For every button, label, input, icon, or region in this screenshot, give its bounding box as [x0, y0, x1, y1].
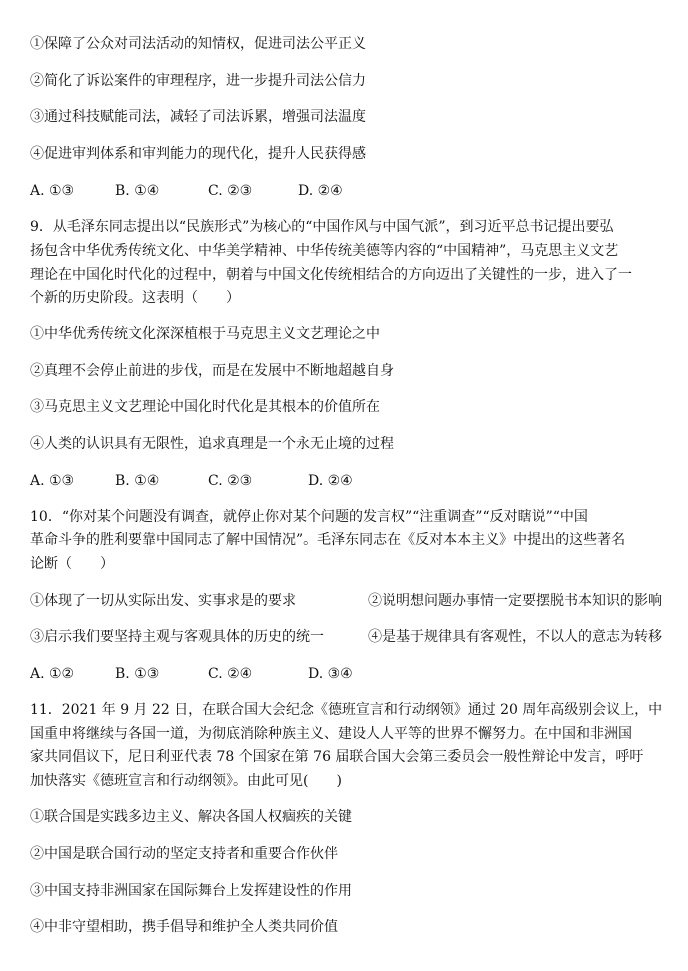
- q8-option-b: B. ①④: [115, 183, 160, 199]
- q10-option-c: C. ②④: [208, 666, 253, 682]
- q11-stem-line-2: 国重申将继续与各国一道，为彻底消除种族主义、建设人人平等的世界不懈努力。在中国和非洲国: [30, 726, 632, 742]
- q11-stem-line-1: 11．2021 年 9 月 22 日，在联合国大会纪念《德班宣言和行动纲领》通过 20 周年高级别会议上，中: [30, 702, 663, 718]
- q10-items-row-1: [30, 591, 662, 611]
- q9-option-a: A. ①③: [30, 473, 75, 489]
- q9-item-2: ②真理不会停止前进的步伐，而是在发展中不断地超越自身: [30, 363, 394, 379]
- q10-item-2: ②说明想问题办事情一定要摆脱书本知识的影响: [368, 593, 662, 609]
- q10-stem-line-3: 论断（ ）: [30, 556, 114, 572]
- q9-item-4: ④人类的认识具有无限性，追求真理是一个永无止境的过程: [30, 436, 394, 452]
- q10-item-1: ①体现了一切从实际出发、实事求是的要求: [30, 593, 296, 609]
- q8-item-3: ③通过科技赋能司法，减轻了司法诉累，增强司法温度: [30, 109, 366, 125]
- q9-option-d: D. ②④: [308, 473, 353, 489]
- q9-item-1: ①中华优秀传统文化深深植根于马克思主义文艺理论之中: [30, 326, 380, 342]
- q10-option-d: D. ③④: [308, 666, 353, 682]
- q8-option-a: A. ①③: [30, 183, 75, 199]
- q9-stem-line-4: 个新的历史阶段。这表明（ ）: [30, 290, 240, 306]
- q10-stem-line-2: 革命斗争的胜利要靠中国同志了解中国情况”。毛泽东同志在《反对本本主义》中提出的这些著名: [30, 532, 626, 548]
- q9-stem-line-1: 9．从毛泽东同志提出以“民族形式”为核心的“中国作风与中国气派”，到习近平总书记提出要弘: [30, 219, 614, 235]
- q9-option-c: C. ②③: [208, 473, 253, 489]
- q11-item-3: ③中国支持非洲国家在国际舞台上发挥建设性的作用: [30, 883, 352, 899]
- q10-stem-line-1: 10．“你对某个问题没有调查，就停止你对某个问题的发言权”“注重调查”“反对瞎说”“中国: [30, 509, 588, 525]
- q8-option-d: D. ②④: [298, 183, 343, 199]
- q8-option-c: C. ②③: [208, 183, 253, 199]
- q8-item-1: ①保障了公众对司法活动的知情权，促进司法公平正义: [30, 36, 366, 52]
- q11-stem-line-4: 加快落实《德班宣言和行动纲领》。由此可见( ): [30, 773, 342, 789]
- q9-options: [30, 471, 353, 491]
- q11-item-4: ④中非守望相助，携手倡导和维护全人类共同价值: [30, 919, 338, 935]
- q11-item-2: ②中国是联合国行动的坚定支持者和重要合作伙伴: [30, 846, 338, 862]
- q9-item-3: ③马克思主义文艺理论中国化时代化是其根本的价值所在: [30, 399, 380, 415]
- q8-item-2: ②简化了诉讼案件的审理程序，进一步提升司法公信力: [30, 73, 366, 89]
- q10-options: [30, 664, 353, 684]
- q11-stem-line-3: 家共同倡议下，尼日利亚代表 78 个国家在第 76 届联合国大会第三委员会一般性辩论中发言，呼吁: [30, 749, 644, 765]
- q10-option-a: A. ①②: [30, 666, 75, 682]
- q9-option-b: B. ①④: [115, 473, 160, 489]
- q10-item-4: ④是基于规律具有客观性，不以人的意志为转移: [368, 629, 662, 645]
- q9-stem-line-3: 理论在中国化时代化的过程中，朝着与中国文化传统相结合的方向迈出了关键性的一步，进入了一: [30, 267, 632, 283]
- q10-items-row-2: [30, 627, 662, 647]
- q10-item-3: ③启示我们要坚持主观与客观具体的历史的统一: [30, 629, 324, 645]
- q8-item-4: ④促进审判体系和审判能力的现代化，提升人民获得感: [30, 146, 366, 162]
- q8-options: [30, 181, 343, 201]
- q10-option-b: B. ①③: [115, 666, 160, 682]
- q11-item-1: ①联合国是实践多边主义、解决各国人权痼疾的关键: [30, 809, 352, 825]
- q9-stem-line-2: 扬包含中华优秀传统文化、中华美学精神、中华传统美德等内容的“中国精神”，马克思主义文艺: [30, 243, 619, 259]
